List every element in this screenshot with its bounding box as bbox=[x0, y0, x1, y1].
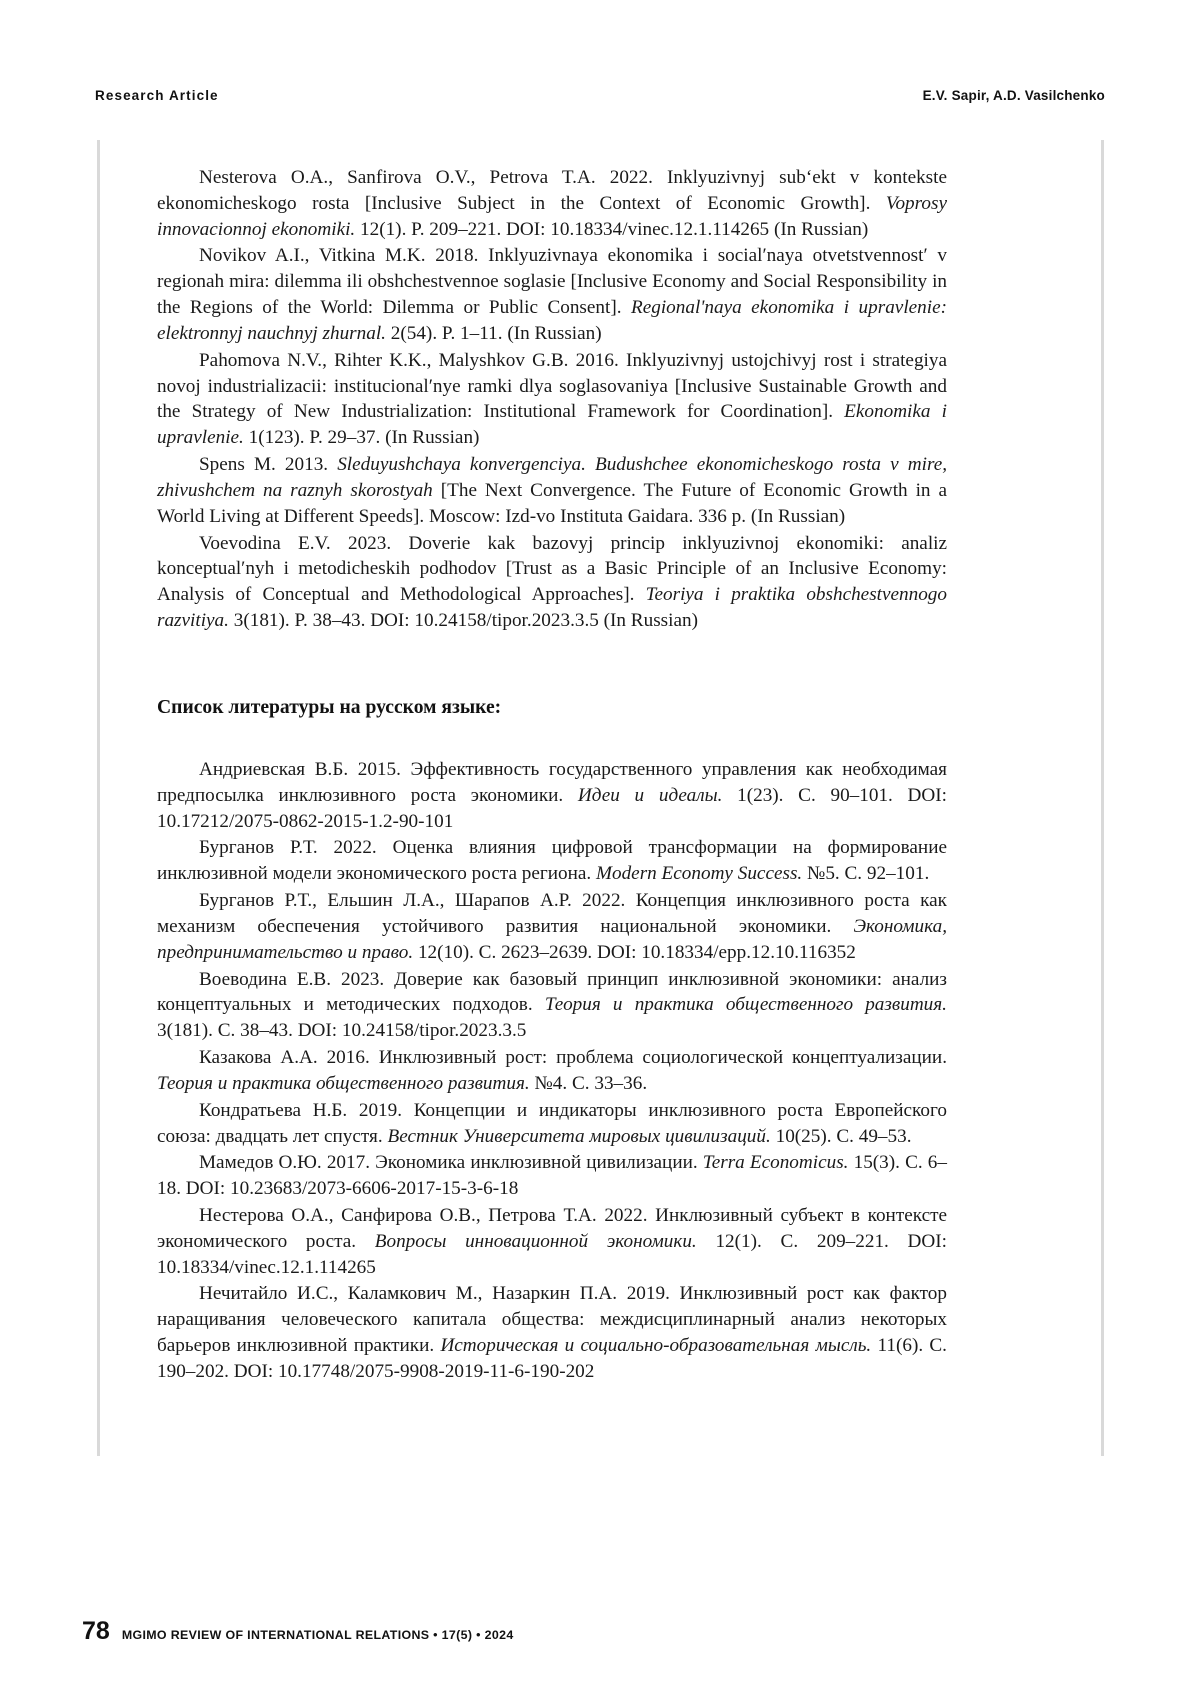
reference-text-part2: 12(1). С. 209–221. DOI: 10.18334/vinec.12.1.114265 bbox=[157, 1230, 947, 1278]
running-head-left: Research Article bbox=[95, 88, 219, 103]
reference-text-part2: 12(10). С. 2623–2639. DOI: 10.18334/epp.12.10.116352 bbox=[413, 941, 856, 963]
reference-text-part1: Кондратьева Н.Б. 2019. Концепции и индикаторы инклюзивного роста Европейского союза: двадцать лет спустя. bbox=[157, 1099, 947, 1147]
reference-item bbox=[157, 888, 947, 965]
reference-source-title: Modern Economy Success. bbox=[596, 863, 803, 885]
content-frame bbox=[97, 140, 1104, 1456]
reference-text-part1: Казакова А.А. 2016. Инклюзивный рост: проблема социологической концептуализации. bbox=[199, 1047, 947, 1069]
reference-item bbox=[157, 243, 947, 346]
journal-citation-line: MGIMO REVIEW OF INTERNATIONAL RELATIONS • 17(5) • 2024 bbox=[121, 1628, 514, 1642]
reference-source-title: Идеи и идеалы. bbox=[577, 784, 723, 806]
reference-text-part2: 10(25). С. 49–53. bbox=[770, 1125, 912, 1147]
reference-source-title: Terra Economicus. bbox=[702, 1152, 849, 1174]
reference-source-title: Экономика, предпринимательство и право. bbox=[157, 915, 947, 963]
reference-item bbox=[157, 1045, 947, 1097]
reference-item bbox=[157, 1150, 947, 1202]
running-head bbox=[95, 88, 1105, 103]
reference-text-part2: 15(3). С. 6–18. DOI: 10.23683/2073-6606-2017-15-3-6-18 bbox=[157, 1152, 947, 1200]
reference-item bbox=[157, 835, 947, 887]
page-footer bbox=[82, 1617, 514, 1646]
reference-text-part1: Nesterova O.A., Sanfirova O.V., Petrova T.A. 2022. Inklyuzivnyj subʻekt v kontekste ekonomicheskogo rosta [Inclusive Subject in the Context of Economic Growth]. bbox=[157, 167, 947, 214]
reference-source-title: Teoriya i praktika obshchestvennogo razvitiya. bbox=[157, 584, 947, 632]
reference-item bbox=[157, 757, 947, 834]
reference-text-part2: 1(123). P. 29–37. (In Russian) bbox=[243, 427, 480, 449]
reference-text-part1: Нечитайло И.С., Каламкович М., Назаркин П.А. 2019. Инклюзивный рост как фактор наращивания человеческого капитала общества: междисциплинарный анализ некоторых барьеров инклюзивной практики. bbox=[157, 1283, 947, 1357]
reference-item bbox=[157, 967, 947, 1044]
reference-item bbox=[157, 1281, 947, 1384]
reference-item bbox=[157, 348, 947, 451]
reference-text-part2: №4. С. 33–36. bbox=[529, 1072, 648, 1094]
reference-text-part1: Бурганов Р.Т. 2022. Оценка влияния цифровой трансформации на формирование инклюзивной модели экономического роста региона. bbox=[157, 837, 947, 885]
section-heading-russian-references: Список литературы на русском языке: bbox=[157, 696, 502, 718]
reference-item bbox=[157, 1203, 947, 1280]
reference-source-title: Теория и практика общественного развития. bbox=[157, 1072, 530, 1094]
reference-item bbox=[157, 531, 947, 634]
reference-source-title: Sleduyushchaya konvergenciya. Budushchee ekonomicheskogo rosta v mire, zhivushchem na raznyh skorostyah bbox=[157, 454, 948, 501]
reference-item bbox=[157, 165, 947, 242]
spacer bbox=[157, 635, 947, 697]
reference-text-part2: №5. С. 92–101. bbox=[802, 863, 930, 885]
page-number: 78 bbox=[82, 1617, 110, 1645]
reference-text-part2: [The Next Convergence. The Future of Economic Growth in a World Living at Different Speeds]. Moscow: Izd-vo Instituta Gaidara. 336 p. (In Russian) bbox=[157, 479, 947, 527]
reference-text-part1: Spens M. 2013. bbox=[199, 454, 338, 476]
reference-source-title: Вопросы инновационной экономики. bbox=[374, 1230, 697, 1252]
reference-source-title: Историческая и социально-образовательная мысль. bbox=[440, 1335, 872, 1357]
reference-text-part2: 3(181). С. 38–43. DOI: 10.24158/tipor.2023.3.5 bbox=[157, 1020, 527, 1042]
reference-text-part1: Pahomova N.V., Rihter K.K., Malyshkov G.B. 2016. Inklyuzivnyj ustojchivyj rost i strategiya novoj industrializacii: institucionalʹnye ramki dlya soglasovaniya [Inclusive Sustainable Growth and the Strategy of New Industrialization: Institutional Framework for Coordination]. bbox=[157, 349, 947, 423]
reference-item bbox=[157, 1098, 947, 1150]
reference-text-part1: Андриевская В.Б. 2015. Эффективность государственного управления как необходимая предпосылка инклюзивного роста экономики. bbox=[157, 758, 947, 806]
reference-text-part2: 11(6). С. 190–202. DOI: 10.17748/2075-9908-2019-11-6-190-202 bbox=[157, 1335, 947, 1382]
reference-text-part1: Нестерова О.А., Санфирова О.В., Петрова Т.А. 2022. Инклюзивный субъект в контексте экономического роста. bbox=[157, 1204, 947, 1252]
reference-text-part2: 1(23). С. 90–101. DOI: 10.17212/2075-0862-2015-1.2-90-101 bbox=[157, 784, 947, 832]
reference-text-part1: Бурганов Р.Т., Ельшин Л.А., Шарапов А.Р. 2022. Концепция инклюзивного роста как механизм обеспечения устойчивого развития национальной экономики. bbox=[157, 890, 947, 937]
reference-source-title: Теория и практика общественного развития. bbox=[544, 994, 947, 1016]
reference-source-title: Вестник Университета мировых цивилизаций. bbox=[387, 1125, 771, 1147]
reference-text-part2: 2(54). P. 1–11. (In Russian) bbox=[385, 322, 602, 344]
reference-source-title: Ekonomika i upravlenie. bbox=[157, 401, 947, 449]
reference-text-part2: 3(181). P. 38–43. DOI: 10.24158/tipor.2023.3.5 (In Russian) bbox=[228, 610, 698, 632]
reference-column bbox=[157, 165, 947, 1386]
reference-text-part1: Мамедов О.Ю. 2017. Экономика инклюзивной цивилизации. bbox=[199, 1152, 703, 1174]
reference-source-title: Voprosy innovacionnoj ekonomiki. bbox=[157, 192, 947, 240]
reference-item bbox=[157, 452, 947, 529]
running-head-right: E.V. Sapir, A.D. Vasilchenko bbox=[922, 88, 1105, 103]
reference-source-title: Regionalʹnaya ekonomika i upravlenie: elektronnyj nauchnyj zhurnal. bbox=[157, 297, 948, 344]
reference-text-part1: Novikov A.I., Vitkina M.K. 2018. Inklyuzivnaya ekonomika i socialʹnaya otvetstvennostʹ v regionah mira: dilemma ili obshchestvennoe soglasie [Inclusive Economy and Social Responsibility in the Regions of the World: Dilemma or Public Consent]. bbox=[157, 245, 947, 319]
spacer bbox=[157, 719, 947, 757]
reference-text-part1: Voevodina E.V. 2023. Doverie kak bazovyj princip inklyuzivnoj ekonomiki: analiz konceptualʹnyh i metodicheskih podhodov [Trust as a Basic Principle of an Inclusive Economy: Analysis of Conceptual and Methodological Approaches]. bbox=[157, 532, 947, 606]
reference-text-part2: 12(1). P. 209–221. DOI: 10.18334/vinec.12.1.114265 (In Russian) bbox=[355, 218, 869, 240]
reference-text-part1: Воеводина Е.В. 2023. Доверие как базовый принцип инклюзивной экономики: анализ концептуальных и методических подходов. bbox=[157, 968, 947, 1016]
